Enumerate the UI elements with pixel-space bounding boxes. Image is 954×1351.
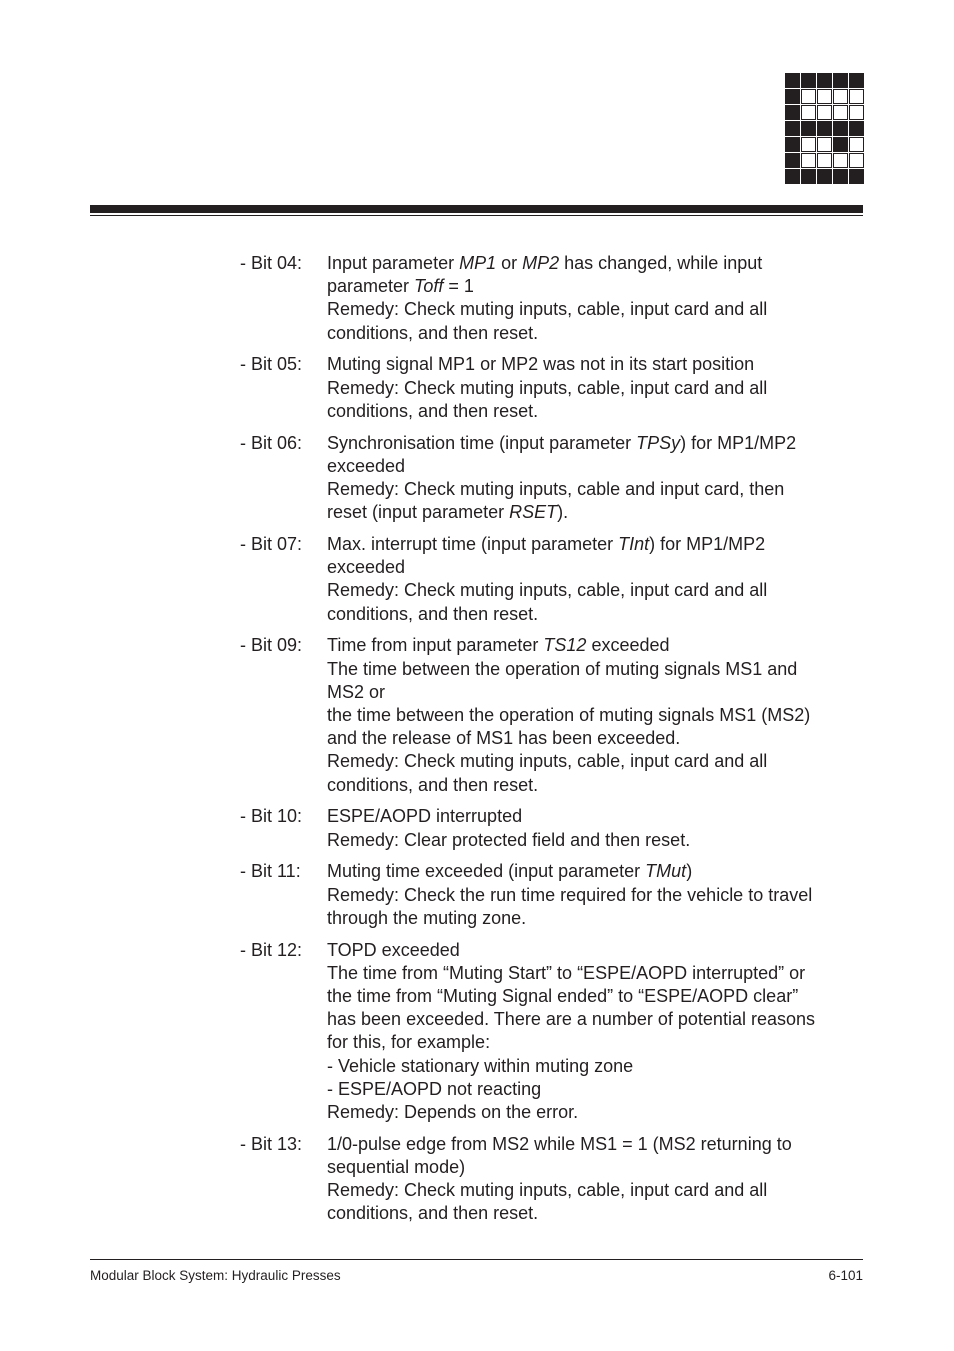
bit-description xyxy=(327,252,860,345)
bit-description xyxy=(327,533,860,626)
text-segment: TOPD exceeded xyxy=(327,939,460,960)
logo-cell xyxy=(833,73,848,88)
text-segment: exceeded xyxy=(327,455,406,476)
description-line xyxy=(327,353,860,376)
logo-cell xyxy=(785,121,800,136)
parameter-name: Toff xyxy=(414,276,444,297)
bit-label: - Bit 07: xyxy=(240,534,303,555)
bit-label: - Bit 05: xyxy=(240,354,303,375)
logo-cell xyxy=(817,169,832,184)
bit-entry xyxy=(240,634,860,796)
logo-cell xyxy=(817,153,832,168)
bit-label: - Bit 04: xyxy=(240,253,303,273)
description-line xyxy=(327,1179,860,1202)
text-segment: - ESPE/AOPD not reacting xyxy=(327,1078,542,1099)
logo-cell xyxy=(849,137,864,152)
description-line xyxy=(327,805,860,828)
bit-entry xyxy=(240,533,860,626)
text-segment: ESPE/AOPD interrupted xyxy=(327,806,523,827)
bit-entry xyxy=(240,432,860,525)
text-segment: has changed, while input xyxy=(559,253,763,273)
text-segment: sequential mode) xyxy=(327,1157,466,1178)
text-segment: Input parameter xyxy=(327,253,460,273)
bit-entry xyxy=(240,805,860,851)
description-line xyxy=(327,377,860,400)
logo-cell xyxy=(833,89,848,104)
logo-cell xyxy=(801,169,816,184)
text-segment: for this, for example: xyxy=(327,1032,491,1053)
text-segment: through the muting zone. xyxy=(327,907,527,928)
description-line xyxy=(327,579,860,602)
bit-entry xyxy=(240,939,860,1125)
description-line xyxy=(327,829,860,852)
logo-cell xyxy=(801,89,816,104)
logo-cell xyxy=(801,121,816,136)
description-line xyxy=(327,907,860,930)
header-rule xyxy=(90,205,863,213)
logo-cell xyxy=(785,137,800,152)
text-segment: the time between the operation of muting signals MS1 (MS2) xyxy=(327,705,811,726)
description-line xyxy=(327,298,860,321)
text-segment: conditions, and then reset. xyxy=(327,774,539,795)
description-line xyxy=(327,860,860,883)
description-line xyxy=(327,322,860,345)
description-line xyxy=(327,884,860,907)
text-segment: has been exceeded. There are a number of potential reasons xyxy=(327,1009,815,1030)
text-segment: or xyxy=(496,253,523,273)
description-line xyxy=(327,704,860,727)
logo-cell xyxy=(833,105,848,120)
description-line xyxy=(327,1008,860,1031)
bit-description xyxy=(327,939,860,1125)
description-line xyxy=(327,1202,860,1225)
parameter-name: TS12 xyxy=(543,635,587,656)
text-segment: conditions, and then reset. xyxy=(327,1203,539,1224)
text-segment: Synchronisation time (input parameter xyxy=(327,432,637,453)
text-segment: conditions, and then reset. xyxy=(327,322,539,343)
bit-list xyxy=(240,252,860,1234)
bit-label: - Bit 13: xyxy=(240,1133,303,1154)
text-segment: Muting signal MP1 or MP2 was not in its start position xyxy=(327,354,755,375)
logo-cell xyxy=(785,105,800,120)
description-line xyxy=(327,252,860,275)
description-line xyxy=(327,556,860,579)
description-line xyxy=(327,501,860,524)
description-line xyxy=(327,275,860,298)
logo-cell xyxy=(849,169,864,184)
text-segment: - Vehicle stationary within muting zone xyxy=(327,1055,634,1076)
description-line xyxy=(327,939,860,962)
text-segment: ). xyxy=(557,502,569,523)
bit-entry xyxy=(240,252,860,345)
description-line xyxy=(327,455,860,478)
parameter-name: TMut xyxy=(645,861,687,882)
text-segment: conditions, and then reset. xyxy=(327,400,539,421)
description-line xyxy=(327,962,860,985)
logo-cell xyxy=(801,153,816,168)
bit-description xyxy=(327,353,860,423)
logo-cell xyxy=(785,153,800,168)
text-segment: exceeded xyxy=(586,635,670,656)
logo-cell xyxy=(817,121,832,136)
description-line xyxy=(327,774,860,797)
text-segment: Remedy: Check the run time required for the vehicle to travel xyxy=(327,884,813,905)
parameter-name: TInt xyxy=(618,534,650,555)
bit-label: - Bit 06: xyxy=(240,432,303,453)
parameter-name: TPSy xyxy=(636,432,681,453)
text-segment: Remedy: Depends on the error. xyxy=(327,1102,579,1123)
text-segment: = 1 xyxy=(443,276,474,297)
text-segment: Remedy: Check muting inputs, cable, input card and all xyxy=(327,751,768,772)
bit-description xyxy=(327,805,860,851)
text-segment: The time between the operation of muting signals MS1 and xyxy=(327,658,798,679)
text-segment: 1/0-pulse edge from MS2 while MS1 = 1 (MS2 returning to xyxy=(327,1133,792,1154)
company-logo xyxy=(785,73,865,183)
text-segment: The time from “Muting Start” to “ESPE/AOPD interrupted” or xyxy=(327,962,806,983)
description-line xyxy=(327,1133,860,1156)
description-line xyxy=(327,1055,860,1078)
logo-cell xyxy=(817,137,832,152)
text-segment: Time from input parameter xyxy=(327,635,544,656)
description-line xyxy=(327,658,860,681)
bit-entry xyxy=(240,1133,860,1226)
text-segment: Remedy: Check muting inputs, cable, input card and all xyxy=(327,299,768,320)
description-line xyxy=(327,634,860,657)
logo-cell xyxy=(833,121,848,136)
bit-description xyxy=(327,1133,860,1226)
footer-title: Modular Block System: Hydraulic Presses xyxy=(90,1268,341,1283)
logo-cell xyxy=(833,137,848,152)
bit-entry xyxy=(240,860,860,930)
text-segment: Max. interrupt time (input parameter xyxy=(327,534,619,555)
parameter-name: RSET xyxy=(509,502,558,523)
logo-cell xyxy=(849,153,864,168)
parameter-name: MP2 xyxy=(522,253,560,273)
page-number: 6-101 xyxy=(828,1268,863,1283)
text-segment: ) for MP1/MP2 xyxy=(680,432,797,453)
logo-cell xyxy=(817,89,832,104)
description-line xyxy=(327,1078,860,1101)
description-line xyxy=(327,432,860,455)
text-segment: ) xyxy=(686,861,693,882)
logo-cell xyxy=(817,105,832,120)
logo-cell xyxy=(785,73,800,88)
description-line xyxy=(327,400,860,423)
description-line xyxy=(327,750,860,773)
description-line xyxy=(327,727,860,750)
logo-cell xyxy=(849,105,864,120)
logo-cell xyxy=(801,137,816,152)
bit-description xyxy=(327,432,860,525)
logo-cell xyxy=(833,169,848,184)
parameter-name: MP1 xyxy=(459,253,497,273)
text-segment: parameter xyxy=(327,276,415,297)
bit-label: - Bit 12: xyxy=(240,939,303,960)
logo-cell xyxy=(833,153,848,168)
description-line xyxy=(327,533,860,556)
text-segment: ) for MP1/MP2 xyxy=(649,534,766,555)
logo-cell xyxy=(817,73,832,88)
bit-description xyxy=(327,860,860,930)
description-line xyxy=(327,985,860,1008)
text-segment: Remedy: Check muting inputs, cable, input card and all xyxy=(327,580,768,601)
text-segment: reset (input parameter xyxy=(327,502,510,523)
description-line xyxy=(327,603,860,626)
text-segment: Remedy: Check muting inputs, cable, input card and all xyxy=(327,1180,768,1201)
bit-description xyxy=(327,634,860,796)
logo-cell xyxy=(801,105,816,120)
description-line xyxy=(327,1031,860,1054)
bit-entry xyxy=(240,353,860,423)
logo-cell xyxy=(785,169,800,184)
text-segment: Remedy: Check muting inputs, cable, input card and all xyxy=(327,377,768,398)
logo-cell xyxy=(849,121,864,136)
description-line xyxy=(327,1156,860,1179)
text-segment: exceeded xyxy=(327,557,406,578)
text-segment: Muting time exceeded (input parameter xyxy=(327,861,646,882)
text-segment: MS2 or xyxy=(327,681,386,702)
logo-cell xyxy=(801,73,816,88)
bit-label: - Bit 09: xyxy=(240,635,303,656)
text-segment: and the release of MS1 has been exceeded. xyxy=(327,728,681,749)
bit-label: - Bit 11: xyxy=(240,861,301,882)
description-line xyxy=(327,478,860,501)
bit-label: - Bit 10: xyxy=(240,806,303,827)
footer-rule xyxy=(90,1259,863,1260)
text-segment: Remedy: Check muting inputs, cable and input card, then xyxy=(327,479,785,500)
description-line xyxy=(327,681,860,704)
logo-cell xyxy=(785,89,800,104)
text-segment: the time from “Muting Signal ended” to “ESPE/AOPD clear” xyxy=(327,986,799,1007)
logo-cell xyxy=(849,89,864,104)
text-segment: conditions, and then reset. xyxy=(327,603,539,624)
logo-cell xyxy=(849,73,864,88)
text-segment: Remedy: Clear protected field and then reset. xyxy=(327,829,691,850)
description-line xyxy=(327,1101,860,1124)
header-rule-thin xyxy=(90,215,863,216)
